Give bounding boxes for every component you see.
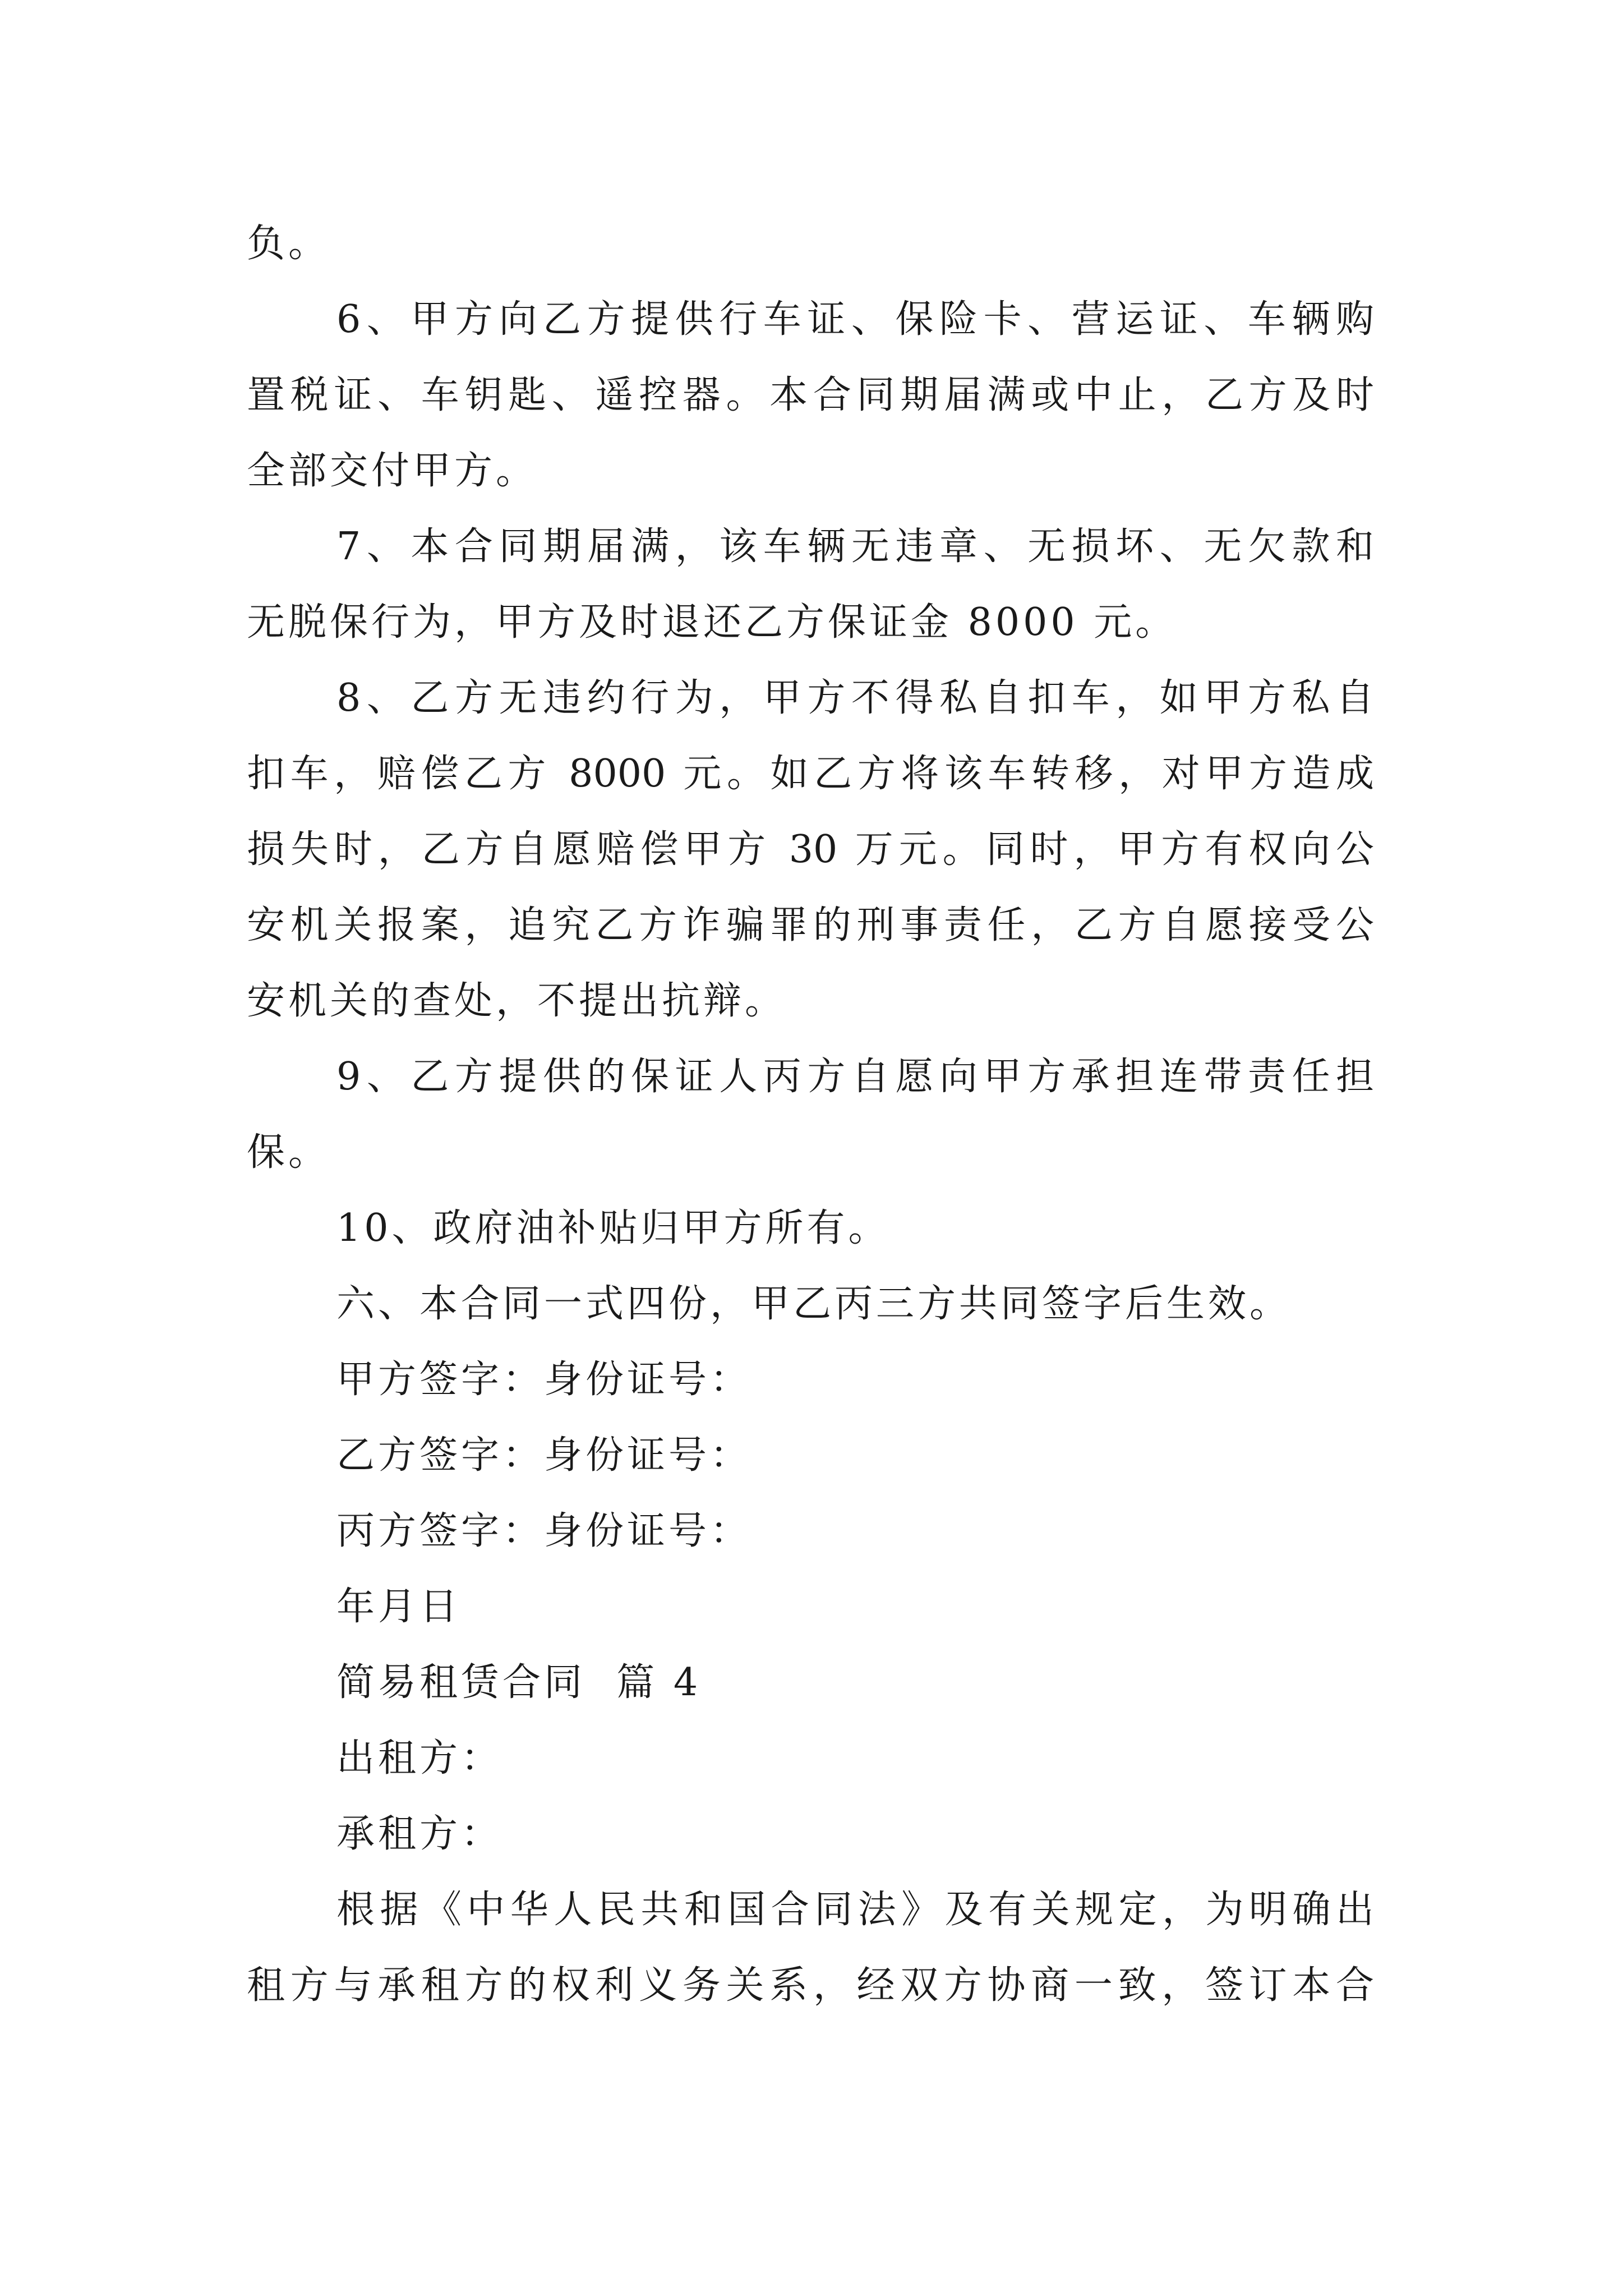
text-line: 安机关的查处，不提出抗辩。: [247, 979, 787, 1023]
text-line: 安机关报案，追究乙方诈骗罪的刑事责任，乙方自愿接受公: [247, 903, 1374, 947]
text-line: 损失时，乙方自愿赔偿甲方 30 万元。同时，甲方有权向公: [247, 827, 1374, 872]
text-line: 全部交付甲方。: [247, 449, 538, 493]
text-line: 负。: [247, 222, 330, 266]
text-line: 无脱保行为，甲方及时退还乙方保证金 8000 元。: [247, 600, 1177, 645]
text-line: 租方与承租方的权利义务关系，经双方协商一致，签订本合: [247, 1963, 1374, 2008]
text-line: 10、政府油补贴归甲方所有。: [336, 1206, 890, 1250]
text-line: 六、本合同一式四份，甲乙丙三方共同签字后生效。: [336, 1282, 1292, 1326]
lessor-line: 出租方：: [336, 1736, 503, 1780]
text-line: 扣车，赔偿乙方 8000 元。如乙方将该车转移，对甲方造成: [247, 752, 1374, 796]
text-line: 根据《中华人民共和国合同法》及有关规定，为明确出: [336, 1888, 1374, 1932]
text-line: 置税证、车钥匙、遥控器。本合同期届满或中止，乙方及时: [247, 373, 1374, 417]
signature-line-party-b: 乙方签字：身份证号：: [336, 1433, 752, 1478]
lessee-line: 承租方：: [336, 1812, 503, 1856]
text-line: 9、乙方提供的保证人丙方自愿向甲方承担连带责任担: [336, 1055, 1374, 1099]
signature-line-party-a: 甲方签字：身份证号：: [336, 1358, 752, 1402]
text-line: 8、乙方无违约行为，甲方不得私自扣车，如甲方私自: [336, 676, 1374, 720]
date-line: 年月日: [336, 1585, 462, 1629]
text-line: 7、本合同期届满，该车辆无违章、无损坏、无欠款和: [336, 524, 1374, 569]
text-line: 保。: [247, 1130, 330, 1175]
section-heading: 简易租赁合同 篇 4: [336, 1660, 702, 1705]
signature-line-party-c: 丙方签字：身份证号：: [336, 1509, 752, 1553]
text-line: 6、甲方向乙方提供行车证、保险卡、营运证、车辆购: [336, 297, 1374, 342]
